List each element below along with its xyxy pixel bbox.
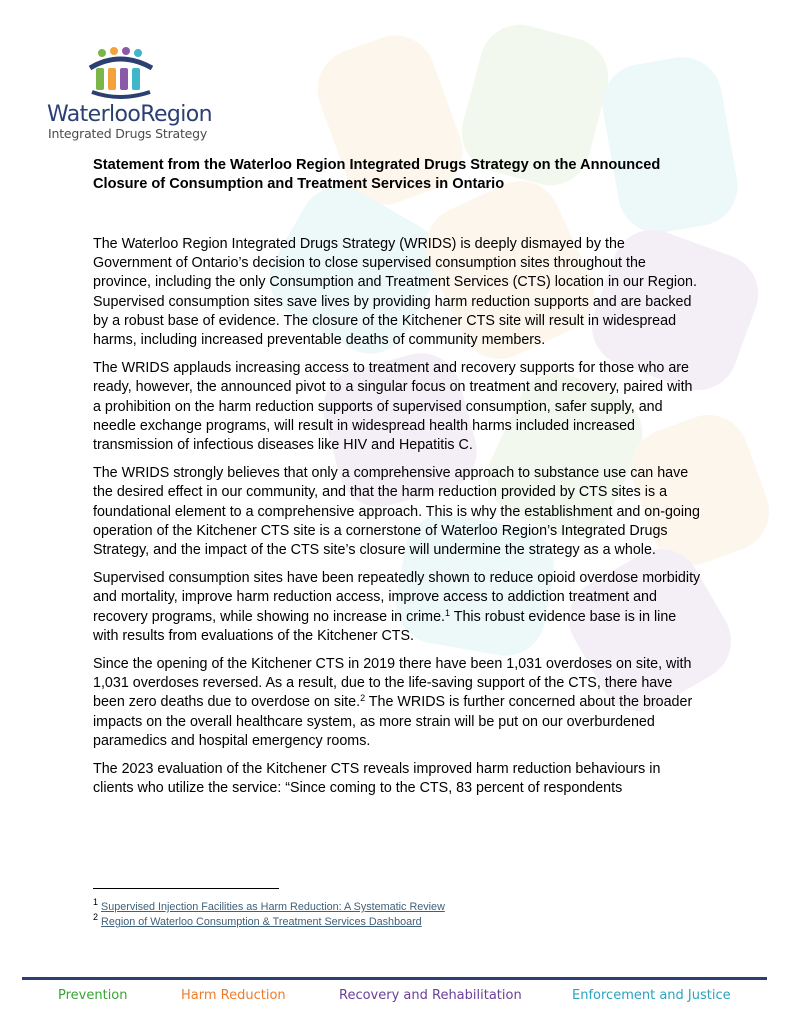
paragraph bbox=[93, 569, 703, 646]
pillar-enforcement: Enforcement and Justice bbox=[572, 988, 731, 1003]
statement-body bbox=[93, 235, 703, 807]
footnote-divider bbox=[93, 888, 279, 889]
logo-dot bbox=[122, 47, 130, 55]
paragraph-text: The WRIDS is further concerned about the broader impacts on the overall healthcare system, as more strain will be put on our overburdened paramedics and hospital emergency rooms. bbox=[93, 694, 693, 749]
logo-dot bbox=[98, 49, 106, 57]
footnote-ref: 1 bbox=[445, 607, 451, 618]
pillar-recovery: Recovery and Rehabilitation bbox=[339, 988, 522, 1003]
footnote-link-2[interactable]: Region of Waterloo Consumption & Treatment Services Dashboard bbox=[101, 916, 422, 928]
paragraph bbox=[93, 655, 703, 751]
logo-base bbox=[92, 92, 150, 97]
paragraph-text: Supervised consumption sites have been repeatedly shown to reduce opioid overdose morbidity and mortality, improve harm reduction access, improve access to addiction treatment and recovery programs, while showing no increase in crime. bbox=[93, 570, 701, 625]
paragraph: The 2023 evaluation of the Kitchener CTS reveals improved harm reduction behaviours in clients who utilize the service: “Since coming to the CTS, 83 percent of respondents bbox=[93, 761, 661, 797]
footnote-number: 1 bbox=[93, 897, 99, 907]
paragraph-text: Since the opening of the Kitchener CTS in 2019 there have been 1,031 overdoses on site, with 1,031 overdoses reversed. As a result, due to the life-saving support of the CTS, there have been zero deaths due to overdose on site. bbox=[93, 656, 692, 711]
logo-dot bbox=[134, 49, 142, 57]
logo-arc bbox=[90, 59, 152, 68]
pillar-prevention: Prevention bbox=[58, 988, 128, 1003]
footnote-item bbox=[93, 897, 445, 915]
paragraph: The Waterloo Region Integrated Drugs Strategy (WRIDS) is deeply dismayed by the Government of Ontario’s decision to close supervised consumption sites throughout the province, including the only Consumption and Treatment Services (CTS) location in our Region. Supervised consumption sites save lives by providing harm reduction supports and are backed by a robust base of evidence. The closure of the Kitchener CTS site will result in widespread harms, including increased preventable deaths of community members. bbox=[93, 236, 697, 349]
bottom-rule bbox=[22, 977, 767, 980]
footnote-link-1[interactable]: Supervised Injection Facilities as Harm Reduction: A Systematic Review bbox=[101, 901, 445, 913]
footnote-ref: 2 bbox=[360, 693, 366, 704]
footnotes bbox=[93, 897, 445, 930]
paragraph-text: This robust evidence base is in line with results from evaluations of the Kitchener CTS. bbox=[93, 608, 677, 644]
footnote-item bbox=[93, 912, 445, 930]
paragraph: The WRIDS strongly believes that only a comprehensive approach to substance use can have the desired effect in our community, and that the harm reduction provided by CTS sites is a foundational element to a comprehensive approach. This is why the establishment and on-going operation of the Kitchener CTS site is a cornerstone of Waterloo Region’s Integrated Drugs Strategy, and the impact of the CTS site’s closure will undermine the strategy as a whole. bbox=[93, 465, 700, 559]
pillars-footer bbox=[0, 988, 791, 1008]
footnote-number: 2 bbox=[93, 912, 99, 922]
pillar-harm-reduction: Harm Reduction bbox=[181, 988, 286, 1003]
logo-subtitle: Integrated Drugs Strategy bbox=[48, 126, 208, 141]
paragraph: The WRIDS applauds increasing access to treatment and recovery supports for those who are ready, however, the announced pivot to a singular focus on treatment and recovery, paired with a prohibition on the harm reduction supports of supervised consumption, safer supply, and needle exchange programs, will result in widespread health harms included increased transmission of infectious diseases like HIV and Hepatitis C. bbox=[93, 360, 693, 454]
statement-title: Statement from the Waterloo Region Integrated Drugs Strategy on the Announced Closure of Consumption and Treatment Services in Ontario bbox=[93, 157, 661, 192]
logo-name: WaterlooRegion bbox=[47, 102, 212, 127]
logo-dot bbox=[110, 47, 118, 55]
